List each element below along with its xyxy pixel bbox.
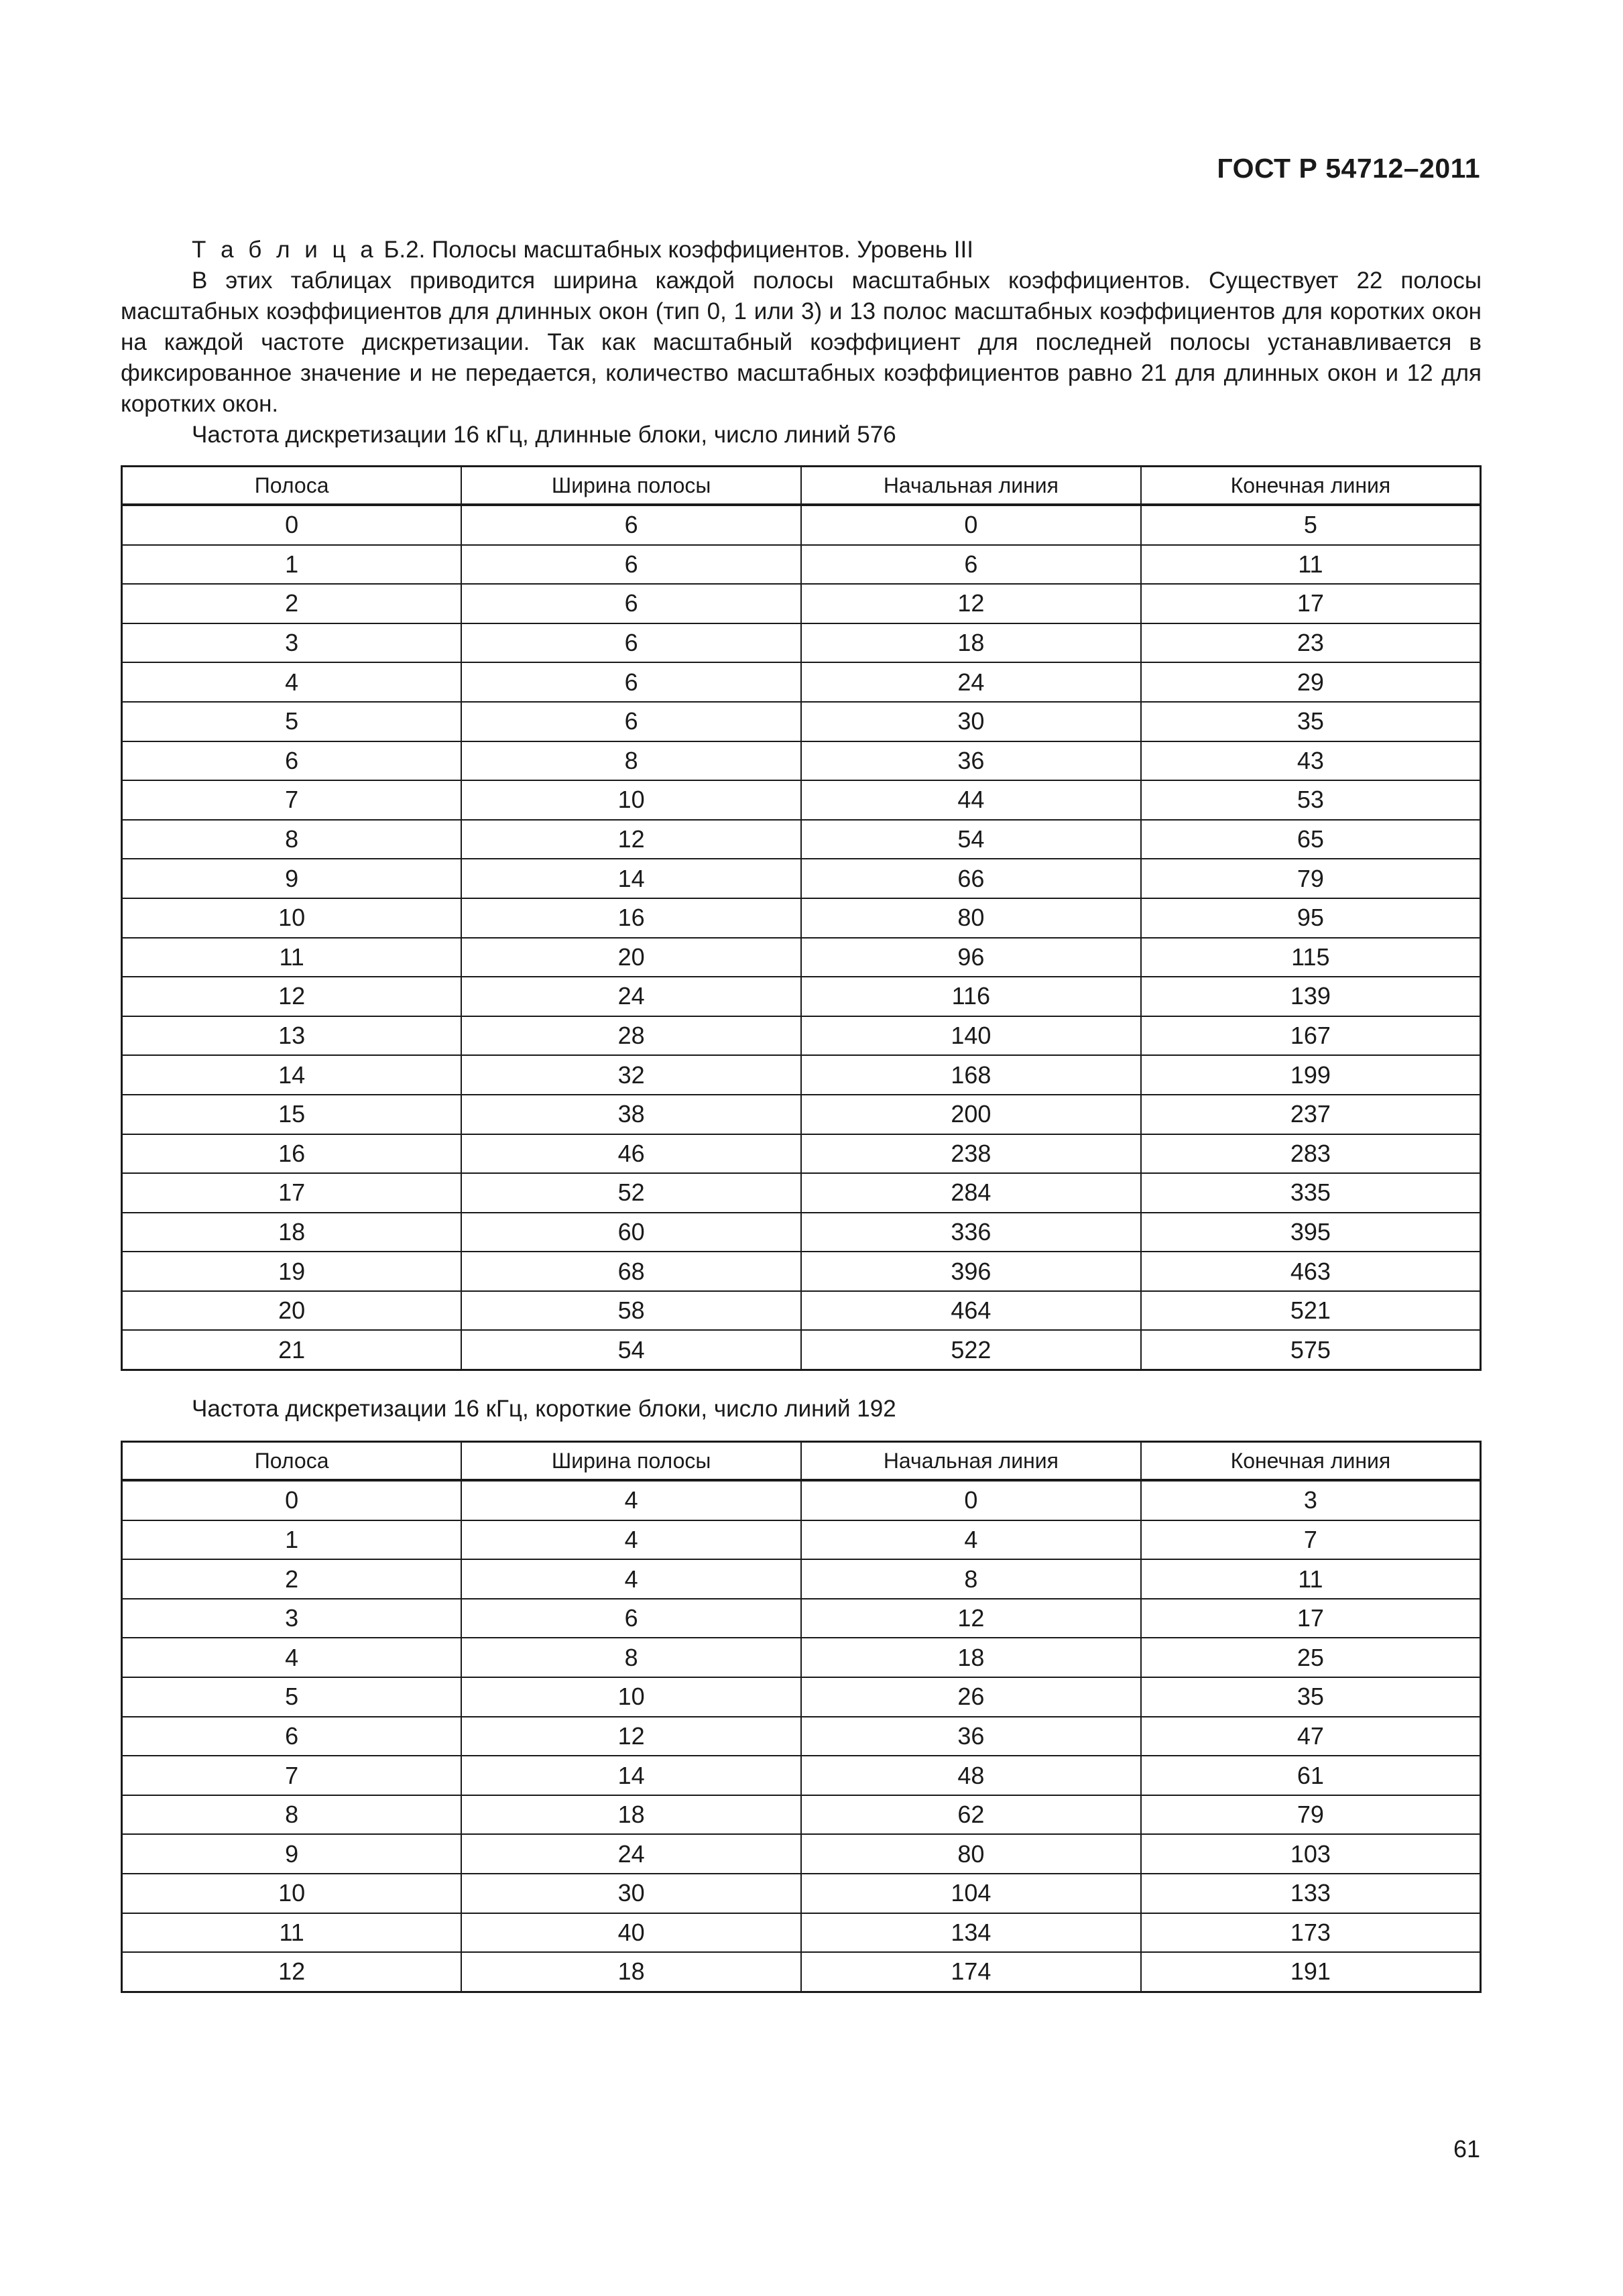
cell-end-line: 11: [1141, 545, 1481, 585]
cell-width: 60: [461, 1213, 801, 1252]
cell-end-line: 47: [1141, 1717, 1481, 1756]
cell-band: 8: [122, 820, 462, 859]
cell-width: 20: [461, 938, 801, 977]
cell-start-line: 200: [801, 1095, 1141, 1134]
cell-band: 0: [122, 505, 462, 545]
cell-start-line: 174: [801, 1952, 1141, 1992]
cell-start-line: 80: [801, 1834, 1141, 1874]
cell-width: 28: [461, 1016, 801, 1056]
cell-start-line: 80: [801, 898, 1141, 938]
table-row: [122, 1599, 1481, 1638]
cell-band: 1: [122, 545, 462, 585]
cell-start-line: 134: [801, 1913, 1141, 1953]
table-row: [122, 898, 1481, 938]
cell-start-line: 18: [801, 1638, 1141, 1677]
cell-start-line: 522: [801, 1330, 1141, 1370]
cell-end-line: 139: [1141, 977, 1481, 1016]
cell-band: 20: [122, 1291, 462, 1331]
cell-start-line: 12: [801, 1599, 1141, 1638]
cell-width: 58: [461, 1291, 801, 1331]
table-row: [122, 859, 1481, 898]
cell-width: 12: [461, 820, 801, 859]
cell-start-line: 140: [801, 1016, 1141, 1056]
table-row: [122, 1559, 1481, 1599]
cell-end-line: 191: [1141, 1952, 1481, 1992]
cell-width: 40: [461, 1913, 801, 1953]
cell-start-line: 30: [801, 702, 1141, 741]
cell-width: 8: [461, 1638, 801, 1677]
table-row: [122, 1717, 1481, 1756]
table-row: [122, 1795, 1481, 1835]
cell-width: 30: [461, 1874, 801, 1913]
cell-start-line: 12: [801, 584, 1141, 623]
cell-band: 16: [122, 1134, 462, 1174]
cell-start-line: 168: [801, 1055, 1141, 1095]
cell-width: 46: [461, 1134, 801, 1174]
cell-start-line: 24: [801, 662, 1141, 702]
column-header-width: Ширина полосы: [461, 1442, 801, 1481]
cell-width: 8: [461, 741, 801, 781]
cell-width: 18: [461, 1795, 801, 1835]
cell-start-line: 336: [801, 1213, 1141, 1252]
cell-width: 4: [461, 1480, 801, 1520]
table-row: [122, 938, 1481, 977]
cell-start-line: 0: [801, 1480, 1141, 1520]
cell-end-line: 11: [1141, 1559, 1481, 1599]
cell-band: 4: [122, 662, 462, 702]
cell-end-line: 23: [1141, 623, 1481, 663]
column-header-band: Полоса: [122, 467, 462, 505]
standard-number: ГОСТ Р 54712–2011: [1217, 153, 1480, 184]
cell-end-line: 199: [1141, 1055, 1481, 1095]
table-row: [122, 1330, 1481, 1370]
cell-width: 6: [461, 505, 801, 545]
table-row: [122, 545, 1481, 585]
cell-width: 68: [461, 1252, 801, 1291]
cell-start-line: 0: [801, 505, 1141, 545]
table-row: [122, 1913, 1481, 1953]
table-row: [122, 977, 1481, 1016]
cell-end-line: 103: [1141, 1834, 1481, 1874]
cell-width: 6: [461, 584, 801, 623]
cell-band: 5: [122, 1677, 462, 1717]
cell-band: 6: [122, 741, 462, 781]
cell-end-line: 17: [1141, 584, 1481, 623]
cell-band: 0: [122, 1480, 462, 1520]
column-header-width: Ширина полосы: [461, 467, 801, 505]
cell-width: 14: [461, 1756, 801, 1795]
cell-band: 17: [122, 1173, 462, 1213]
cell-start-line: 116: [801, 977, 1141, 1016]
cell-start-line: 66: [801, 859, 1141, 898]
cell-width: 10: [461, 780, 801, 820]
cell-band: 9: [122, 1834, 462, 1874]
table-row: [122, 1520, 1481, 1560]
cell-band: 8: [122, 1795, 462, 1835]
table-caption: [121, 235, 1482, 265]
cell-start-line: 4: [801, 1520, 1141, 1560]
table-row: [122, 820, 1481, 859]
table-row: [122, 1134, 1481, 1174]
cell-width: 6: [461, 1599, 801, 1638]
cell-band: 2: [122, 1559, 462, 1599]
cell-start-line: 18: [801, 623, 1141, 663]
cell-end-line: 95: [1141, 898, 1481, 938]
cell-width: 12: [461, 1717, 801, 1756]
header-row: [122, 1442, 1481, 1481]
cell-start-line: 96: [801, 938, 1141, 977]
cell-band: 18: [122, 1213, 462, 1252]
cell-start-line: 8: [801, 1559, 1141, 1599]
table-row: [122, 1016, 1481, 1056]
header-row: [122, 467, 1481, 505]
cell-width: 4: [461, 1520, 801, 1560]
cell-end-line: 29: [1141, 662, 1481, 702]
cell-start-line: 26: [801, 1677, 1141, 1717]
cell-band: 15: [122, 1095, 462, 1134]
cell-band: 1: [122, 1520, 462, 1560]
cell-width: 6: [461, 662, 801, 702]
cell-width: 32: [461, 1055, 801, 1095]
cell-width: 54: [461, 1330, 801, 1370]
cell-start-line: 44: [801, 780, 1141, 820]
intro-paragraph: В этих таблицах приводится ширина каждой полосы масштабных коэффициентов. Существует 22 полосы масштабных коэффициентов для длинных окон (тип 0, 1 или 3) и 13 полос масштабных коэффициентов для коротких окон на каждой частоте дискретизации. Так как масштабный коэффициент для последней полосы устанавливается в фиксированное значение и не передается, количество масштабных коэффициентов равно 21 для длинных окон и 12 для коротких окон.: [121, 267, 1482, 417]
table-row: [122, 1213, 1481, 1252]
cell-end-line: 7: [1141, 1520, 1481, 1560]
column-header-end-line: Конечная линия: [1141, 1442, 1481, 1481]
cell-start-line: 104: [801, 1874, 1141, 1913]
cell-end-line: 35: [1141, 1677, 1481, 1717]
table-row: [122, 1638, 1481, 1677]
table-row: [122, 1252, 1481, 1291]
table-row: [122, 1952, 1481, 1992]
cell-start-line: 48: [801, 1756, 1141, 1795]
cell-band: 12: [122, 977, 462, 1016]
cell-band: 9: [122, 859, 462, 898]
cell-end-line: 35: [1141, 702, 1481, 741]
cell-band: 3: [122, 623, 462, 663]
table-row: [122, 1874, 1481, 1913]
cell-band: 11: [122, 938, 462, 977]
cell-width: 16: [461, 898, 801, 938]
column-header-band: Полоса: [122, 1442, 462, 1481]
cell-end-line: 65: [1141, 820, 1481, 859]
table-row: [122, 1834, 1481, 1874]
cell-end-line: 43: [1141, 741, 1481, 781]
column-header-start-line: Начальная линия: [801, 1442, 1141, 1481]
cell-width: 4: [461, 1559, 801, 1599]
cell-width: 6: [461, 545, 801, 585]
cell-start-line: 464: [801, 1291, 1141, 1331]
cell-end-line: 115: [1141, 938, 1481, 977]
cell-end-line: 25: [1141, 1638, 1481, 1677]
cell-band: 11: [122, 1913, 462, 1953]
cell-band: 2: [122, 584, 462, 623]
table-row: [122, 741, 1481, 781]
cell-end-line: 395: [1141, 1213, 1481, 1252]
cell-width: 24: [461, 1834, 801, 1874]
cell-start-line: 62: [801, 1795, 1141, 1835]
cell-end-line: 237: [1141, 1095, 1481, 1134]
cell-end-line: 61: [1141, 1756, 1481, 1795]
long-blocks-table: [121, 465, 1482, 1371]
cell-end-line: 79: [1141, 1795, 1481, 1835]
table-row: [122, 702, 1481, 741]
cell-width: 38: [461, 1095, 801, 1134]
cell-end-line: 575: [1141, 1330, 1481, 1370]
cell-start-line: 6: [801, 545, 1141, 585]
cell-width: 24: [461, 977, 801, 1016]
table-row: [122, 662, 1481, 702]
column-header-end-line: Конечная линия: [1141, 467, 1481, 505]
table-row: [122, 1291, 1481, 1331]
page-content: [121, 235, 1482, 1993]
cell-band: 7: [122, 780, 462, 820]
cell-band: 10: [122, 1874, 462, 1913]
table-row: [122, 623, 1481, 663]
cell-band: 4: [122, 1638, 462, 1677]
cell-band: 12: [122, 1952, 462, 1992]
table-caption-prefix: Т а б л и ц а: [192, 237, 377, 263]
table-row: [122, 1173, 1481, 1213]
cell-start-line: 54: [801, 820, 1141, 859]
table-row: [122, 780, 1481, 820]
cell-width: 52: [461, 1173, 801, 1213]
table-row: [122, 1756, 1481, 1795]
cell-start-line: 36: [801, 1717, 1141, 1756]
cell-end-line: 335: [1141, 1173, 1481, 1213]
table-row: [122, 584, 1481, 623]
cell-end-line: 17: [1141, 1599, 1481, 1638]
cell-start-line: 238: [801, 1134, 1141, 1174]
cell-width: 18: [461, 1952, 801, 1992]
cell-end-line: 3: [1141, 1480, 1481, 1520]
table-row: [122, 1095, 1481, 1134]
cell-end-line: 79: [1141, 859, 1481, 898]
table-caption-text: Б.2. Полосы масштабных коэффициентов. Уровень III: [377, 237, 973, 263]
table-row: [122, 505, 1481, 545]
cell-width: 10: [461, 1677, 801, 1717]
cell-end-line: 463: [1141, 1252, 1481, 1291]
table-row: [122, 1055, 1481, 1095]
cell-end-line: 521: [1141, 1291, 1481, 1331]
cell-end-line: 5: [1141, 505, 1481, 545]
cell-width: 6: [461, 702, 801, 741]
cell-band: 3: [122, 1599, 462, 1638]
cell-start-line: 396: [801, 1252, 1141, 1291]
cell-end-line: 53: [1141, 780, 1481, 820]
page-number: 61: [1453, 2135, 1480, 2163]
column-header-start-line: Начальная линия: [801, 467, 1141, 505]
cell-band: 5: [122, 702, 462, 741]
cell-start-line: 36: [801, 741, 1141, 781]
short-blocks-caption: Частота дискретизации 16 кГц, короткие блоки, число линий 192: [192, 1396, 896, 1423]
table-row: [122, 1480, 1481, 1520]
cell-band: 7: [122, 1756, 462, 1795]
cell-width: 14: [461, 859, 801, 898]
cell-band: 13: [122, 1016, 462, 1056]
cell-end-line: 173: [1141, 1913, 1481, 1953]
cell-end-line: 133: [1141, 1874, 1481, 1913]
cell-end-line: 167: [1141, 1016, 1481, 1056]
cell-band: 6: [122, 1717, 462, 1756]
table-row: [122, 1677, 1481, 1717]
cell-band: 21: [122, 1330, 462, 1370]
short-blocks-table: [121, 1441, 1482, 1993]
long-blocks-caption: Частота дискретизации 16 кГц, длинные блоки, число линий 576: [192, 422, 896, 448]
cell-start-line: 284: [801, 1173, 1141, 1213]
cell-band: 14: [122, 1055, 462, 1095]
cell-width: 6: [461, 623, 801, 663]
cell-band: 19: [122, 1252, 462, 1291]
cell-band: 10: [122, 898, 462, 938]
cell-end-line: 283: [1141, 1134, 1481, 1174]
